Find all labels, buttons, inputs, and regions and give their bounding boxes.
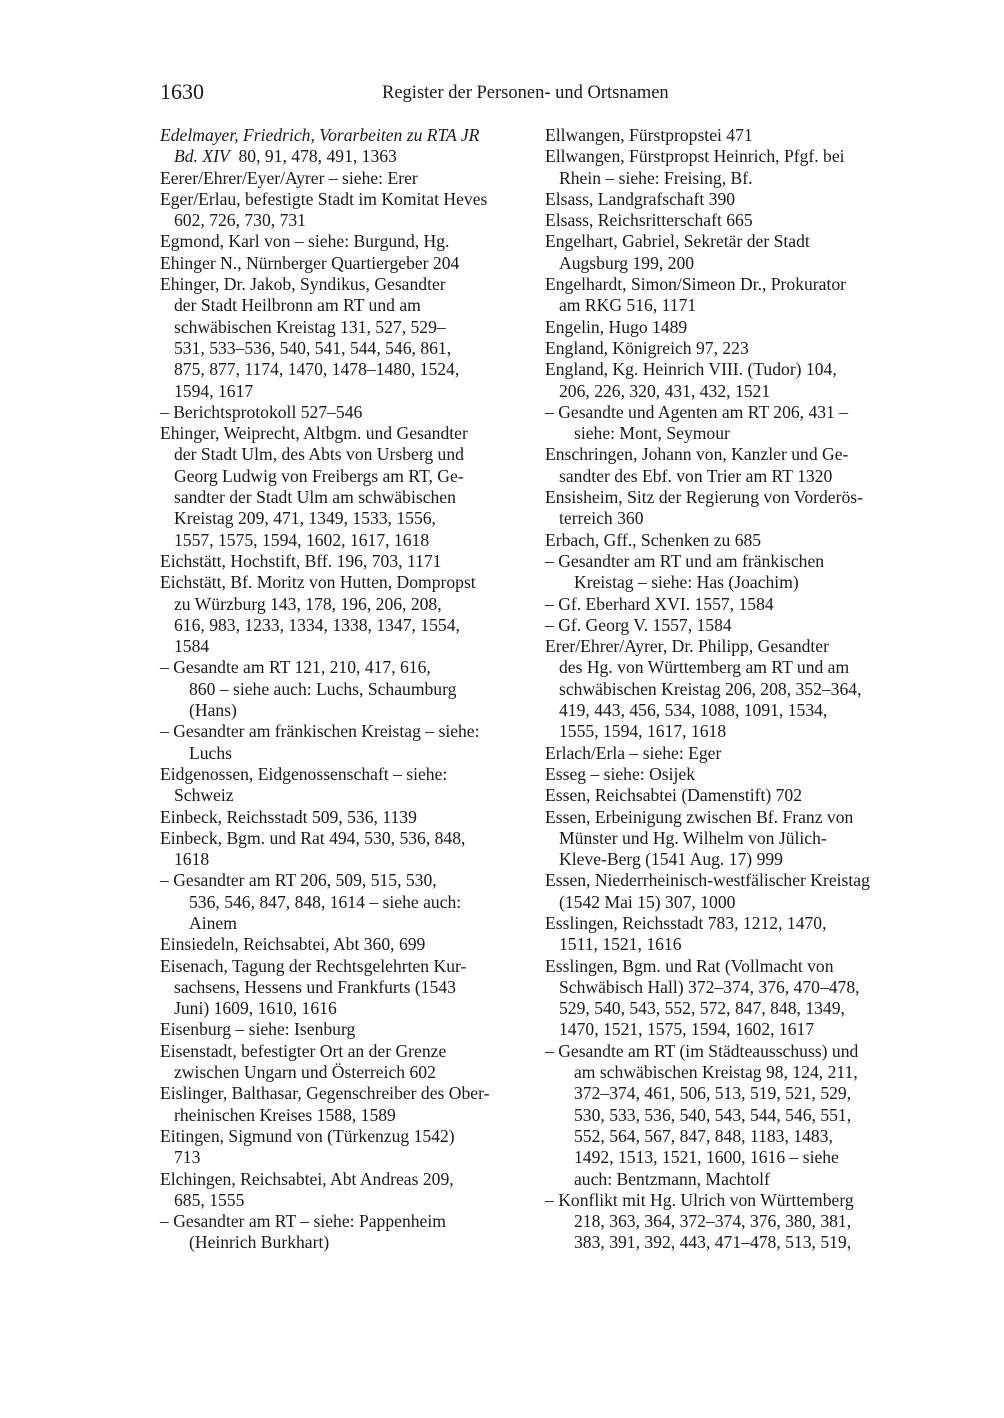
index-line-text: 1555, 1594, 1617, 1618 <box>559 721 727 742</box>
index-line-text: – Berichtsprotokoll 527–546 <box>160 401 363 422</box>
index-line <box>545 807 915 828</box>
index-line-text: Esslingen, Reichsstadt 783, 1212, 1470, <box>545 912 827 933</box>
index-line <box>545 295 915 316</box>
index-line <box>160 466 532 487</box>
index-line <box>545 338 915 359</box>
index-line-text: Schweiz <box>174 785 234 806</box>
index-line-text: Juni) 1609, 1610, 1616 <box>174 998 337 1019</box>
index-line <box>160 381 532 402</box>
index-column-left <box>160 125 532 1254</box>
index-line-text: Ehinger N., Nürnberger Quartiergeber 204 <box>160 252 460 273</box>
index-line-text: Eidgenossen, Eidgenossenschaft – siehe: <box>160 763 448 784</box>
index-line <box>545 828 915 849</box>
index-line-text: Eichstätt, Hochstift, Bff. 196, 703, 1171 <box>160 550 442 571</box>
index-line <box>160 1147 532 1168</box>
index-line-text: schwäbischen Kreistag 131, 527, 529– <box>174 316 446 337</box>
index-line-text: Egmond, Karl von – siehe: Burgund, Hg. <box>160 231 450 252</box>
index-line <box>160 487 532 508</box>
index-line <box>160 615 532 636</box>
index-line-text: der Stadt Heilbronn am RT und am <box>174 295 421 316</box>
index-line <box>160 210 532 231</box>
index-line <box>160 1105 532 1126</box>
index-line <box>545 764 915 785</box>
index-line <box>545 487 915 508</box>
index-line-text: 685, 1555 <box>174 1189 245 1210</box>
index-line-text: England, Kg. Heinrich VIII. (Tudor) 104, <box>545 359 837 380</box>
index-line <box>160 1019 532 1040</box>
index-line-text: 372–374, 461, 506, 513, 519, 521, 529, <box>574 1083 852 1104</box>
index-line-text: 383, 391, 392, 443, 471–478, 513, 519, <box>574 1232 852 1253</box>
index-line <box>545 572 915 593</box>
index-line-text: 1618 <box>174 849 210 870</box>
index-line-text: Elsass, Landgrafschaft 390 <box>545 188 736 209</box>
index-line <box>160 125 532 146</box>
index-line-text: Georg Ludwig von Freibergs am RT, Ge- <box>174 465 464 486</box>
index-line <box>545 125 915 146</box>
index-line <box>545 210 915 231</box>
index-line <box>160 594 532 615</box>
index-line-text: Ainem <box>189 912 237 933</box>
index-line-text: 860 – siehe auch: Luchs, Schaumburg <box>189 678 457 699</box>
index-line <box>545 1232 915 1253</box>
index-line-text: auch: Bentzmann, Machtolf <box>574 1168 770 1189</box>
index-line-text: 713 <box>174 1147 201 1168</box>
index-line <box>545 1041 915 1062</box>
index-line <box>545 679 915 700</box>
index-line <box>160 1190 532 1211</box>
index-line-text: am schwäbischen Kreistag 98, 124, 211, <box>574 1062 858 1083</box>
index-line <box>545 381 915 402</box>
index-line <box>545 1062 915 1083</box>
index-line-text: 1470, 1521, 1575, 1594, 1602, 1617 <box>559 1019 815 1040</box>
page-number: 1630 <box>160 79 204 104</box>
index-line-text: Kleve-Berg (1541 Aug. 17) 999 <box>559 849 783 870</box>
index-line <box>160 913 532 934</box>
index-line <box>160 444 532 465</box>
index-line-text: 616, 983, 1233, 1334, 1338, 1347, 1554, <box>174 614 460 635</box>
index-line-text: Bd. XIV <box>174 146 230 167</box>
index-line <box>545 1211 915 1232</box>
index-line-text: 1584 <box>174 636 210 657</box>
index-line <box>545 317 915 338</box>
index-line-text: Enschringen, Johann von, Kanzler und Ge- <box>545 444 849 465</box>
index-line <box>160 849 532 870</box>
index-line-text: Ellwangen, Fürstpropst Heinrich, Pfgf. bei <box>545 146 845 167</box>
index-line <box>160 572 532 593</box>
index-line <box>545 1169 915 1190</box>
index-line <box>545 977 915 998</box>
index-line <box>160 1041 532 1062</box>
index-line-text: Luchs <box>189 742 232 763</box>
index-line <box>160 551 532 572</box>
index-line-text: Kreistag – siehe: Has (Joachim) <box>574 572 799 593</box>
index-line <box>545 956 915 977</box>
index-line-text: Kreistag 209, 471, 1349, 1533, 1556, <box>174 508 436 529</box>
index-line-text: Engelhart, Gabriel, Sekretär der Stadt <box>545 231 810 252</box>
index-line-text: sandter des Ebf. von Trier am RT 1320 <box>559 465 833 486</box>
index-line-text: 875, 877, 1174, 1470, 1478–1480, 1524, <box>174 359 460 380</box>
index-line <box>545 402 915 423</box>
index-line <box>160 359 532 380</box>
index-line-text: – Gf. Eberhard XVI. 1557, 1584 <box>545 593 774 614</box>
index-line-text: Eitingen, Sigmund von (Türkenzug 1542) <box>160 1125 455 1146</box>
index-line <box>545 551 915 572</box>
index-line-text: Augsburg 199, 200 <box>559 252 695 273</box>
index-line-text: 1557, 1575, 1594, 1602, 1617, 1618 <box>174 529 430 550</box>
index-line <box>545 189 915 210</box>
index-line <box>545 594 915 615</box>
index-line <box>545 253 915 274</box>
index-line <box>160 743 532 764</box>
index-line <box>160 636 532 657</box>
index-line <box>545 1105 915 1126</box>
index-line <box>160 679 532 700</box>
index-line <box>160 1211 532 1232</box>
index-line-text: Eisenstadt, befestigter Ort an der Grenze <box>160 1040 447 1061</box>
index-line <box>545 743 915 764</box>
index-line-text: siehe: Mont, Seymour <box>574 423 730 444</box>
index-line-text: zu Würzburg 143, 178, 196, 206, 208, <box>174 593 442 614</box>
index-line-text: (Heinrich Burkhart) <box>189 1232 330 1253</box>
index-line <box>545 870 915 891</box>
index-line-text: 529, 540, 543, 552, 572, 847, 848, 1349, <box>559 998 845 1019</box>
index-line <box>160 934 532 955</box>
index-line <box>160 295 532 316</box>
index-line-text: – Gesandter am RT und am fränkischen <box>545 550 825 571</box>
index-line <box>545 849 915 870</box>
index-line-text: 218, 363, 364, 372–374, 376, 380, 381, <box>574 1211 852 1232</box>
index-line <box>545 934 915 955</box>
index-line <box>545 721 915 742</box>
index-line-text: (Hans) <box>189 700 237 721</box>
index-line-text: terreich 360 <box>559 508 644 529</box>
index-line-text: 602, 726, 730, 731 <box>174 210 306 231</box>
index-line <box>160 700 532 721</box>
index-line-text: Eislinger, Balthasar, Gegenschreiber des Ober- <box>160 1083 490 1104</box>
index-line <box>160 870 532 891</box>
index-line <box>545 423 915 444</box>
index-line-text: – Gesandte am RT 121, 210, 417, 616, <box>160 657 431 678</box>
index-line <box>160 998 532 1019</box>
index-line-text: Münster und Hg. Wilhelm von Jülich- <box>559 827 827 848</box>
index-line-text: Ellwangen, Fürstpropstei 471 <box>545 125 753 145</box>
index-line-text: 552, 564, 567, 847, 848, 1183, 1483, <box>574 1125 833 1146</box>
index-line <box>160 892 532 913</box>
index-line-text: zwischen Ungarn und Österreich 602 <box>174 1062 436 1083</box>
index-line <box>160 764 532 785</box>
index-line-text: Schwäbisch Hall) 372–374, 376, 470–478, <box>559 976 860 997</box>
index-line-text: des Hg. von Württemberg am RT und am <box>559 657 850 678</box>
index-line <box>160 1232 532 1253</box>
index-line <box>160 274 532 295</box>
index-line-text: Elsass, Reichsritterschaft 665 <box>545 210 753 231</box>
index-line-text: Erbach, Gff., Schenken zu 685 <box>545 529 762 550</box>
index-line <box>545 1126 915 1147</box>
index-line <box>545 1083 915 1104</box>
index-line-text: – Gesandter am RT – siehe: Pappenheim <box>160 1211 446 1232</box>
index-line <box>545 1019 915 1040</box>
index-line-text: Esseg – siehe: Osijek <box>545 763 696 784</box>
index-line-text: 1492, 1513, 1521, 1600, 1616 – siehe <box>574 1147 839 1168</box>
index-line <box>160 657 532 678</box>
index-line-text: der Stadt Ulm, des Abts von Ursberg und <box>174 444 464 465</box>
index-line <box>160 253 532 274</box>
index-line-text: Ehinger, Weiprecht, Altbgm. und Gesandter <box>160 423 468 444</box>
index-line <box>160 317 532 338</box>
index-line-text: 1511, 1521, 1616 <box>559 934 682 955</box>
index-line <box>545 785 915 806</box>
index-line-text: 531, 533–536, 540, 541, 544, 546, 861, <box>174 337 452 358</box>
index-line-text: sachsens, Hessens und Frankfurts (1543 <box>174 976 456 997</box>
index-line-text: Eerer/Ehrer/Eyer/Ayrer – siehe: Erer <box>160 167 418 188</box>
index-line <box>160 785 532 806</box>
index-line-text: Einbeck, Bgm. und Rat 494, 530, 536, 848, <box>160 827 466 848</box>
index-line-text: 536, 546, 847, 848, 1614 – siehe auch: <box>189 891 462 912</box>
index-line-text: schwäbischen Kreistag 206, 208, 352–364, <box>559 678 862 699</box>
index-line <box>160 423 532 444</box>
index-line-text: Essen, Reichsabtei (Damenstift) 702 <box>545 785 802 806</box>
index-line <box>160 146 532 167</box>
index-line <box>160 168 532 189</box>
index-line-text: – Konflikt mit Hg. Ulrich von Württemberg <box>545 1189 854 1210</box>
index-line-text: Eisenach, Tagung der Rechtsgelehrten Kur- <box>160 955 467 976</box>
index-line-text: – Gesandter am fränkischen Kreistag – siehe: <box>160 721 480 742</box>
index-line <box>160 530 532 551</box>
index-line <box>160 1062 532 1083</box>
index-line <box>545 913 915 934</box>
index-line <box>545 1147 915 1168</box>
index-line-text: Essen, Niederrheinisch-westfälischer Kreistag <box>545 870 870 891</box>
index-line-text: Eichstätt, Bf. Moritz von Hutten, Dompropst <box>160 572 476 593</box>
index-line-text: Erlach/Erla – siehe: Eger <box>545 742 722 763</box>
index-line <box>545 657 915 678</box>
index-line <box>545 466 915 487</box>
index-line-text: sandter der Stadt Ulm am schwäbischen <box>174 487 456 508</box>
index-line <box>545 508 915 529</box>
index-line-text: Rhein – siehe: Freising, Bf. <box>559 167 753 188</box>
index-line <box>545 1190 915 1211</box>
index-line-text: Essen, Erbeinigung zwischen Bf. Franz von <box>545 806 854 827</box>
index-line-text: am RKG 516, 1171 <box>559 295 697 316</box>
index-line-text: Engelin, Hugo 1489 <box>545 316 688 337</box>
index-line <box>545 615 915 636</box>
index-line-text: rheinischen Kreises 1588, 1589 <box>174 1104 396 1125</box>
index-line <box>545 998 915 1019</box>
running-head: Register der Personen- und Ortsnamen <box>382 83 669 103</box>
index-line <box>545 168 915 189</box>
index-line <box>160 231 532 252</box>
index-line <box>160 956 532 977</box>
index-line <box>160 1126 532 1147</box>
index-line <box>545 359 915 380</box>
index-line <box>160 1083 532 1104</box>
index-line-text: – Gesandter am RT 206, 509, 515, 530, <box>160 870 437 891</box>
index-line-pages: 80, 91, 478, 491, 1363 <box>229 146 397 167</box>
index-line-text: Ensisheim, Sitz der Regierung von Vorderös- <box>545 487 863 508</box>
index-line <box>160 402 532 423</box>
index-line <box>545 146 915 167</box>
index-line <box>545 274 915 295</box>
index-line-text: Elchingen, Reichsabtei, Abt Andreas 209, <box>160 1168 454 1189</box>
index-line <box>545 530 915 551</box>
index-line <box>160 977 532 998</box>
index-line-text: Esslingen, Bgm. und Rat (Vollmacht von <box>545 955 834 976</box>
index-line-text: Ehinger, Dr. Jakob, Syndikus, Gesandter <box>160 274 446 295</box>
index-line <box>545 892 915 913</box>
index-line-text: (1542 Mai 15) 307, 1000 <box>559 891 736 912</box>
index-line <box>545 231 915 252</box>
index-line-text: – Gesandte und Agenten am RT 206, 431 – <box>545 401 849 422</box>
index-line <box>160 508 532 529</box>
index-line-text: Eisenburg – siehe: Isenburg <box>160 1019 356 1040</box>
index-line-text: Engelhardt, Simon/Simeon Dr., Prokurator <box>545 274 847 295</box>
index-line-text: Erer/Ehrer/Ayrer, Dr. Philipp, Gesandter <box>545 636 829 657</box>
index-line <box>160 828 532 849</box>
index-line-text: Einbeck, Reichsstadt 509, 536, 1139 <box>160 806 417 827</box>
index-column-right <box>545 125 915 1254</box>
index-line <box>545 700 915 721</box>
index-line-text: 419, 443, 456, 534, 1088, 1091, 1534, <box>559 700 828 721</box>
index-line-text: Eger/Erlau, befestigte Stadt im Komitat Heves <box>160 188 488 209</box>
index-line-text: England, Königreich 97, 223 <box>545 337 749 358</box>
index-line <box>160 721 532 742</box>
index-line <box>545 636 915 657</box>
index-line-text: 1594, 1617 <box>174 380 254 401</box>
index-line <box>160 807 532 828</box>
index-line-text: 530, 533, 536, 540, 543, 544, 546, 551, <box>574 1104 852 1125</box>
index-line-text: – Gf. Georg V. 1557, 1584 <box>545 614 732 635</box>
index-line-text: 206, 226, 320, 431, 432, 1521 <box>559 380 771 401</box>
index-line-text: Edelmayer, Friedrich, Vorarbeiten zu RTA JR <box>160 125 480 145</box>
index-line-text: – Gesandte am RT (im Städteausschuss) und <box>545 1040 859 1061</box>
index-line <box>545 444 915 465</box>
index-line <box>160 1169 532 1190</box>
index-line-text: Einsiedeln, Reichsabtei, Abt 360, 699 <box>160 934 426 955</box>
index-line <box>160 338 532 359</box>
index-line <box>160 189 532 210</box>
